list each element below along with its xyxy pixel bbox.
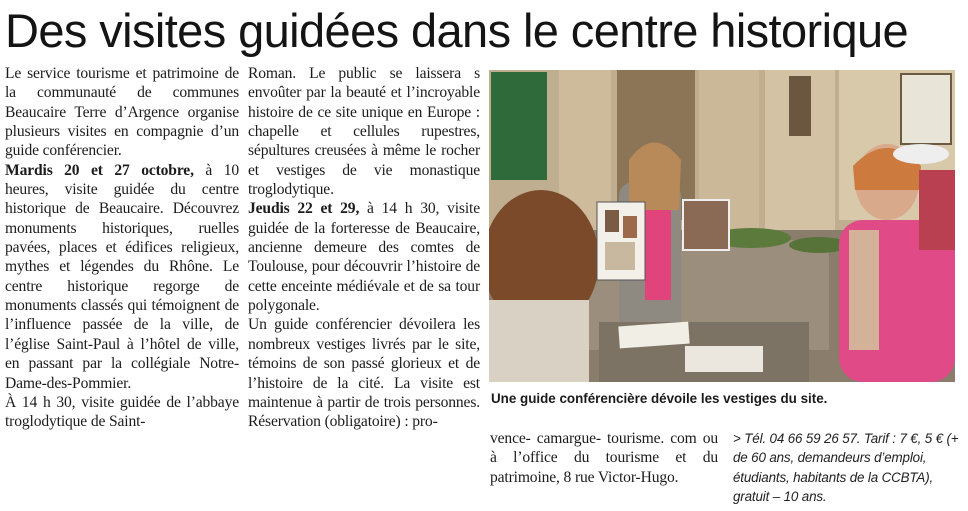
paragraph-guide: Un guide conférencier dévoilera les nombreux vestiges livrés par le site, témoins de son passé glorieux et de l’histoire de la cité. La visite est maintenue à partir de trois personnes. Réservation (obligatoire) : pro- — [248, 316, 480, 431]
paragraph-text: à 10 heures, visite guidée du centre historique de Beaucaire. Découvrez monuments historiques, ruelles pavées, places et édifices religieux, mythes et légendes du Rhône. Le centre historique regorge de monuments classés qui témoignent de l’influence passée de la ville, de l’église Saint-Paul à l’hôtel de ville, en passant par la collégiale Notre-Dame-des-Pommier. — [5, 161, 239, 392]
paragraph-abbey-cont: Roman. Le public se laissera s envoûter par la beauté et l’incroyable histoire de ce site unique en Europe : chapelle et cellules rupestres, sépultures creusées à même le rocher et vestiges de vie monastique troglodytique. — [248, 65, 480, 199]
contact-pricing: > Tél. 04 66 59 26 57. Tarif : 7 €, 5 € (+ de 60 ans, demandeurs d’emploi, étudiants, habitants de la CCBTA), gratuit – 10 ans. — [733, 431, 959, 505]
paragraph-abbey: À 14 h 30, visite guidée de l’abbaye troglodytique de Saint- — [5, 393, 239, 431]
info-box — [733, 429, 963, 507]
paragraph-intro: Le service tourisme et patrimoine de la communauté de communes Beaucaire Terre d’Argence organise plusieurs visites en compagnie d’un guide conférencier. — [5, 65, 239, 160]
green-door — [491, 72, 547, 180]
photo-illustration — [489, 70, 955, 382]
article-headline: Des visites guidées dans le centre historique — [5, 4, 909, 57]
paragraph-thursday — [248, 199, 480, 315]
photo-caption: Une guide conférencière dévoile les vestiges du site. — [491, 391, 828, 406]
paragraph-reservation: vence- camargue- tourisme. com ou à l’office du tourisme et du patrimoine, 8 rue Victor-Hugo. — [490, 430, 718, 486]
article-photo — [489, 70, 955, 382]
article-column-3 — [490, 429, 718, 487]
paragraph-tuesday — [5, 161, 239, 393]
paragraph-text: à 14 h 30, visite guidée de la forteresse de Beaucaire, ancienne demeure des comtes de Toulouse, pour découvrir l’histoire de cette enceinte médiévale et de sa tour polygonale. — [248, 200, 480, 315]
date-highlight: Mardis 20 et 27 octobre, — [5, 161, 194, 179]
article-column-1 — [5, 64, 239, 432]
info-board-right — [683, 200, 729, 250]
date-highlight: Jeudis 22 et 29, — [248, 200, 360, 218]
article-column-2 — [248, 64, 480, 432]
